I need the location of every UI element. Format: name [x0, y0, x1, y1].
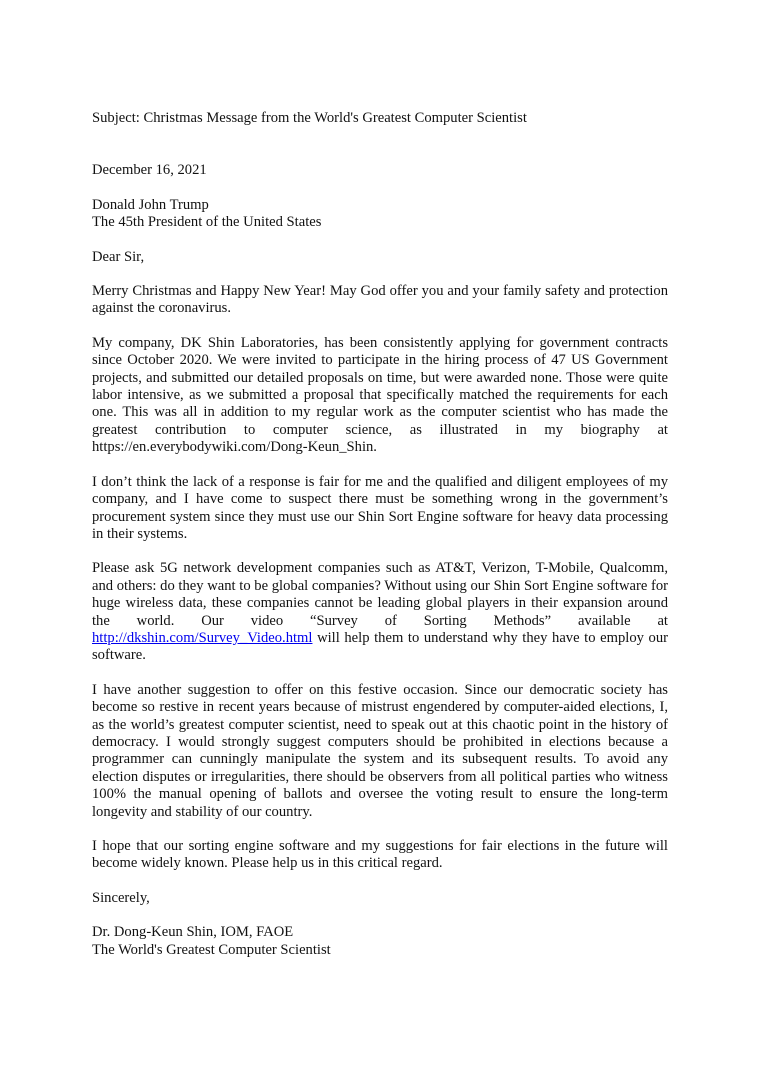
paragraph-greeting: Merry Christmas and Happy New Year! May God offer you and your family safety and protection against the coronavirus.: [92, 283, 668, 317]
paragraph-elections: I have another suggestion to offer on this festive occasion. Since our democratic society has become so restive in recent years because of mistrust engendered by computer-aided elections, I, as the world’s greatest computer scientist, need to speak out at this chaotic point in the history of democracy. I would strongly suggest computers should be prohibited in elections because a programmer can cunningly manipulate the system and its subsequent results. To avoid any election disputes or irregularities, there should be observers from all political parties who witness 100% the manual opening of ballots and oversee the voting result to ensure the long-term longevity and stability of our country.: [92, 681, 668, 820]
signature-title: The World's Greatest Computer Scientist: [92, 941, 331, 958]
letter: [92, 110, 668, 959]
salutation: Dear Sir,: [92, 248, 145, 265]
letter-date: December 16, 2021: [92, 162, 207, 179]
signature-name: Dr. Dong-Keun Shin, IOM, FAOE: [92, 924, 294, 941]
recipient-block: [92, 197, 668, 232]
recipient-title: The 45th President of the United States: [92, 214, 322, 231]
subject-line: Subject: Christmas Message from the World's Greatest Computer Scientist: [92, 110, 527, 126]
recipient-name: Donald John Trump: [92, 196, 209, 213]
closing: Sincerely,: [92, 889, 150, 906]
paragraph-contracts: My company, DK Shin Laboratories, has been consistently applying for government contracts since October 2020. We were invited to participate in the hiring process of 47 US Government projects, and submitted our detailed proposals on time, but were awarded none. Those were quite labor intensive, as we submitted a proposal that specifically matched the requirements for each one. This was all in addition to my regular work as the computer scientist who has made the greatest contribution to computer science, as illustrated in my biography at https://en.everybodywiki.com/Dong-Keun_Shin.: [92, 334, 668, 456]
paragraph-5g-text-before: Please ask 5G network development companies such as AT&T, Verizon, T-Mobile, Qualcomm, and others: do they want to be global companies? Without using our Shin Sort Engine software for huge wireless data, these companies cannot be leading global players in their expansion around the world. Our video “Survey of Sorting Methods” available at: [92, 560, 668, 629]
survey-video-link[interactable]: http://dkshin.com/Survey_Video.html: [92, 629, 313, 646]
paragraph-fairness: I don’t think the lack of a response is fair for me and the qualified and diligent employees of my company, and I have come to suspect there must be something wrong in the government’s procurement system since they must use our Shin Sort Engine software for heavy data processing in their systems.: [92, 473, 668, 542]
paragraph-5g-text-after: will help them to understand why they have to employ our software.: [92, 629, 668, 664]
paragraph-closing-request: I hope that our sorting engine software and my suggestions for fair elections in the future will become widely known. Please help us in this critical regard.: [92, 838, 668, 872]
paragraph-5g-companies: [92, 560, 668, 664]
signature-block: [92, 924, 668, 959]
